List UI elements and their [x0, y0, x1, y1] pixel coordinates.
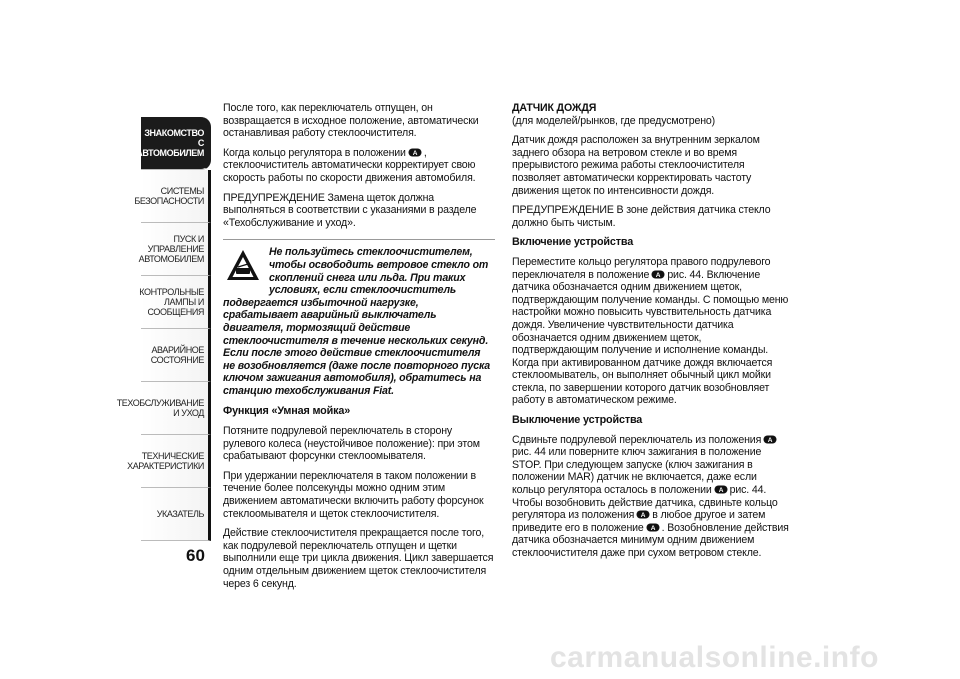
svg-text:A: A: [640, 512, 646, 520]
tab-label: ПУСК И УПРАВЛЕНИЕ АВТОМОБИЛЕМ: [138, 234, 204, 264]
tab-label: КОНТРОЛЬНЫЕ ЛАМПЫ И СООБЩЕНИЯ: [139, 287, 204, 317]
section-heading: Функция «Умная мойка»: [223, 405, 351, 418]
text: в любое другое и затем приведите его в положение: [512, 509, 766, 534]
tab-warning-lights[interactable]: [141, 276, 211, 329]
tab-label: АВАРИЙНОЕ СОСТОЯНИЕ: [150, 345, 204, 365]
divider: [223, 239, 495, 240]
paragraph: При удержании переключателя в таком положении в течение более полсекунды можно одним этим движением автоматически включить работу форсунок стеклоомывателя и щеток стеклоочистителя.: [223, 469, 484, 520]
svg-text:A: A: [656, 271, 661, 279]
section-heading: Включение устройства: [512, 236, 634, 249]
right-column: [512, 102, 790, 567]
watermark: carmanualsonline.info: [550, 641, 879, 674]
svg-text:A: A: [412, 149, 418, 157]
auto-wiper-icon: [714, 485, 728, 494]
section-title: ДАТЧИК ДОЖДЯ: [512, 102, 597, 114]
text: . Возобновление действия датчика обозначается минимум одним движением стеклоочистителя даже при сухом ветровом стекле.: [512, 521, 789, 559]
paragraph: После того, как переключатель отпущен, он возвращается в исходное положение, автоматически останавливая работу стеклоочистителя.: [223, 102, 479, 140]
paragraph: ПРЕДУПРЕЖДЕНИЕ Замена щеток должна выполняться в соответствии с указаниями в разделе «Техобслуживание и уход».: [223, 191, 477, 229]
svg-text:A: A: [767, 436, 773, 444]
text: рис. 44. Включение датчика обозначается одним движением щеток, подтверждающим получение команды. С помощью меню настройки можно повысить чувствительность датчика дождя. Увеличение чувствительности датчика обозначается одним движением щеток, подтверждающим получение и исполнение команды. Когда при активированном датчике дождя включается стеклоомыватель, он выполняет обычный цикл мойки стекла, по завершении которого датчик возобновляет работу в автоматическом режиме.: [512, 268, 789, 407]
tab-starting-driving[interactable]: [138, 223, 211, 276]
paragraph: Потяните подрулевой переключатель в сторону рулевого колеса (неустойчивое положение): при этом срабатывают форсунки стеклоомывателя.: [223, 425, 480, 463]
svg-text:A: A: [650, 524, 655, 532]
subtitle: (для моделей/рынков, где предусмотрено): [512, 114, 716, 127]
section-heading: Выключение устройства: [512, 414, 643, 427]
tab-label: ТЕХОБСЛУЖИВАНИЕ И УХОД: [116, 398, 204, 418]
tab-getting-to-know[interactable]: [136, 117, 211, 170]
tab-label: ТЕХНИЧЕСКИЕ ХАРАКТЕРИСТИКИ: [127, 451, 204, 471]
text: , стеклоочиститель автоматически корректирует свою скорость работы по скорости движения автомобиля.: [223, 146, 476, 184]
tab-label: УКАЗАТЕЛЬ: [156, 509, 204, 519]
tab-emergency[interactable]: [141, 329, 211, 382]
auto-wiper-icon: [651, 270, 665, 279]
tab-label: ЗНАКОМСТВО С АВТОМОБИЛЕМ: [136, 128, 204, 158]
warning-text: Не пользуйтесь стеклоочистителем, чтобы освободить ветровое стекло от скоплений снега или льда. При таких условиях, если стеклоочиститель подвергается избыточной нагрузке, срабатывает аварийный выключатель двигателя, тормозящий действие стеклоочистителя в течение нескольких секунд. Если после этого действие стеклоочистителя не возобновляется (даже после повторного пуска ключом зажигания автомобиля), обратитесь на станцию техобслуживания Fiat.: [223, 246, 491, 397]
warning-block: [223, 246, 495, 397]
warning-triangle-icon: [225, 248, 261, 282]
tab-index[interactable]: [141, 488, 211, 541]
tab-label: СИСТЕМЫ БЕЗОПАСНОСТИ: [134, 186, 204, 206]
tab-maintenance[interactable]: [116, 382, 211, 435]
auto-wiper-icon: [636, 510, 650, 519]
paragraph: Действие стеклоочистителя прекращается после того, как подрулевой переключатель отпущен и щетки выполнили еще три цикла движения. Цикл завершается одним отдельным движением щеток стеклоочистителя через 6 секунд.: [223, 527, 494, 590]
tab-safety[interactable]: [134, 170, 211, 223]
text: Переместите кольцо регулятора правого подрулевого переключателя в положение: [512, 255, 771, 281]
text: Когда кольцо регулятора в положении: [223, 146, 406, 159]
left-column: [223, 102, 495, 597]
auto-wiper-icon: [763, 435, 777, 444]
paragraph: [512, 256, 790, 407]
tab-specifications[interactable]: [127, 435, 211, 488]
chapter-sidebar: [116, 117, 211, 541]
svg-text:A: A: [718, 487, 723, 495]
paragraph: ПРЕДУПРЕЖДЕНИЕ В зоне действия датчика стекло должно быть чистым.: [512, 204, 771, 229]
auto-wiper-icon: [408, 148, 422, 157]
text: рис. 44 или поверните ключ зажигания в положение STOP. При следующем запуске (ключ зажигания в положении MAR) датчик не включается, даже если кольцо регулятора осталось в положении: [512, 446, 762, 497]
text: рис. 44. Чтобы возобновить действие датчика, сдвиньте кольцо регулятора из положения: [512, 484, 778, 522]
paragraph: [223, 147, 495, 185]
paragraph: [512, 434, 790, 560]
text: Сдвиньте подрулевой переключатель из положения: [512, 433, 762, 446]
paragraph: Датчик дождя расположен за внутренним зеркалом заднего обзора на ветровом стекле и во время прерывистого режима работы стеклоочистителя позволяет автоматически корректировать частоту движения щеток по интенсивности дождя.: [512, 134, 760, 197]
page-number: 60: [186, 546, 205, 565]
auto-wiper-icon: [646, 523, 660, 532]
